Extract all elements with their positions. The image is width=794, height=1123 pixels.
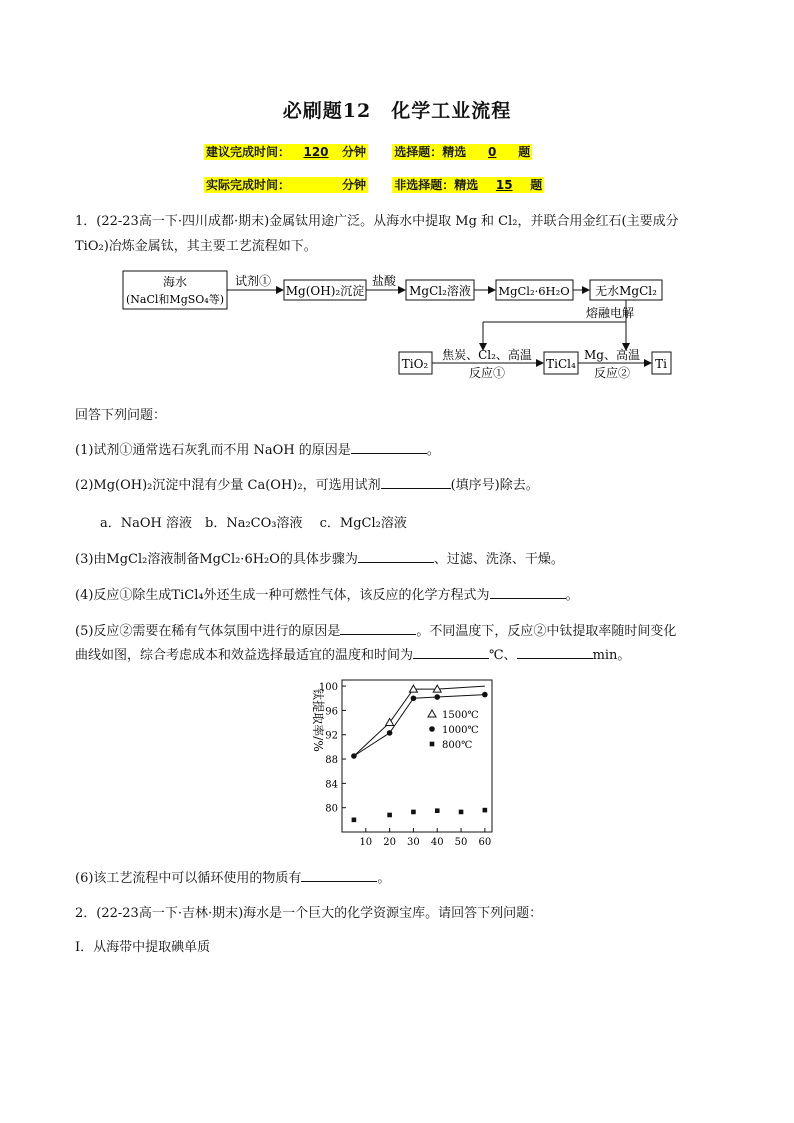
q1-part2: (2)Mg(OH)₂沉淀中混有少量 Ca(OH)₂，可选用试剂 (填序号)除去。: [75, 478, 539, 493]
legend-marker-square: [430, 742, 435, 747]
extraction-rate-chart: [300, 672, 500, 856]
suggested-time-row: [204, 141, 532, 160]
flow-condition1: 焦炭、Cl₂、高温: [442, 348, 532, 362]
answer-blank[interactable]: [358, 550, 434, 563]
point-circle: [387, 730, 393, 736]
legend-label: 1500℃: [442, 710, 479, 721]
answer-blank[interactable]: [340, 622, 416, 635]
point-square: [483, 808, 488, 813]
y-tick-label: 100: [318, 682, 338, 694]
flow-mgcl2-solution: MgCl₂溶液: [409, 284, 471, 298]
flow-mgcl2-hydrate: MgCl₂·6H₂O: [498, 284, 570, 298]
point-triangle: [386, 719, 394, 726]
choice-count: 选择题：精选 0 题: [394, 145, 531, 159]
point-triangle: [409, 685, 417, 692]
answer-blank[interactable]: [413, 646, 489, 659]
flow-seawater-note: (NaCl和MgSO₄等): [126, 293, 224, 306]
x-tick-label: 20: [383, 837, 396, 848]
point-circle: [482, 692, 488, 698]
flow-condition2: Mg、高温: [584, 348, 640, 362]
flow-seawater: 海水: [162, 275, 188, 289]
q1-part3: (3)由MgCl₂溶液制备MgCl₂·6H₂O的具体步骤为 、过滤、洗涤、干燥。: [75, 552, 564, 567]
plot-frame: [342, 680, 492, 832]
legend-label: 1000℃: [442, 725, 479, 736]
chart-svg: [300, 672, 500, 852]
q2-subsection-1: Ⅰ．从海带中提取碘单质: [75, 940, 211, 955]
q2-stem: 2．(22-23高一下·吉林·期末)海水是一个巨大的化学资源宝库。请回答下列问题：: [75, 906, 543, 921]
q1-stem-line1: 1．(22-23高一下·四川成都·期末)金属钛用途广泛。从海水中提取 Mg 和 Cl₂，并联合用金红石(主要成分: [75, 214, 679, 229]
x-tick-label: 60: [478, 837, 492, 848]
x-tick-label: 40: [430, 837, 444, 848]
q1-part6: (6)该工艺流程中可以循环使用的物质有 。: [75, 871, 391, 886]
answer-blank[interactable]: [490, 586, 566, 599]
point-square: [411, 810, 416, 815]
legend-marker-circle: [429, 726, 435, 732]
flow-reagent1: 试剂①: [234, 274, 272, 288]
answer-blank[interactable]: [381, 476, 451, 489]
point-circle: [411, 695, 417, 701]
flow-reaction2: 反应②: [593, 366, 631, 380]
actual-time-row: [204, 174, 544, 193]
point-square: [387, 813, 392, 818]
choice-count-value: 0: [488, 145, 497, 159]
page-title: 必刷题12 化学工业流程: [282, 100, 512, 122]
q1-part1: (1)试剂①通常选石灰乳而不用 NaOH 的原因是 。: [75, 443, 440, 458]
x-tick-label: 50: [454, 837, 468, 848]
answer-intro: 回答下列问题：: [75, 408, 167, 423]
process-flow-diagram: [115, 268, 685, 380]
nonchoice-count-value: 15: [495, 178, 513, 192]
point-circle: [351, 753, 357, 759]
q1-part5-line1: (5)反应②需要在稀有气体氛围中进行的原因是 。不同温度下，反应②中钛提取率随时间变化: [75, 624, 677, 639]
q1-options: a．NaOH 溶液 b．Na₂CO₃溶液 c．MgCl₂溶液: [100, 516, 407, 531]
y-tick-label: 96: [325, 706, 338, 718]
suggested-time-value: 120: [303, 145, 329, 159]
legend-label: 800℃: [442, 740, 473, 751]
legend-marker-triangle: [428, 710, 436, 717]
answer-blank[interactable]: [351, 441, 427, 454]
suggested-time-label: 建议完成时间： 120 分钟: [206, 145, 367, 159]
x-tick-label: 10: [359, 837, 373, 848]
point-square: [435, 808, 440, 813]
answer-blank[interactable]: [301, 869, 377, 882]
point-square: [459, 810, 464, 815]
nonchoice-count: 非选择题：精选 15 题: [394, 178, 543, 192]
y-tick-label: 84: [325, 779, 338, 791]
point-square: [352, 818, 357, 823]
x-tick-label: 30: [407, 837, 420, 848]
point-circle: [434, 694, 440, 700]
answer-blank[interactable]: [517, 646, 593, 659]
actual-time-label: 实际完成时间： 分钟: [206, 178, 367, 192]
flow-mgoh2: Mg(OH)₂沉淀: [285, 284, 365, 298]
flow-ticl4: TiCl₄: [546, 357, 576, 371]
y-tick-label: 88: [325, 755, 338, 767]
flow-reaction1: 反应①: [468, 366, 506, 380]
y-tick-label: 92: [325, 730, 338, 742]
flow-anhydrous-mgcl2: 无水MgCl₂: [595, 284, 657, 298]
q1-stem-line2: TiO₂)冶炼金属钛，其主要工艺流程如下。: [75, 239, 317, 254]
q1-part5-line2: 曲线如图，综合考虑成本和效益选择最适宜的温度和时间为 ℃、 min。: [75, 648, 631, 663]
q1-part4: (4)反应①除生成TiCl₄外还生成一种可燃性气体，该反应的化学方程式为 。: [75, 588, 579, 603]
y-axis-label: 钛提取率/%: [311, 688, 325, 752]
flow-electrolysis: 熔融电解: [585, 306, 635, 320]
flow-hcl: 盐酸: [371, 274, 397, 288]
y-tick-label: 80: [325, 803, 338, 815]
flow-tio2: TiO₂: [401, 357, 429, 371]
flow-ti: Ti: [655, 357, 667, 371]
